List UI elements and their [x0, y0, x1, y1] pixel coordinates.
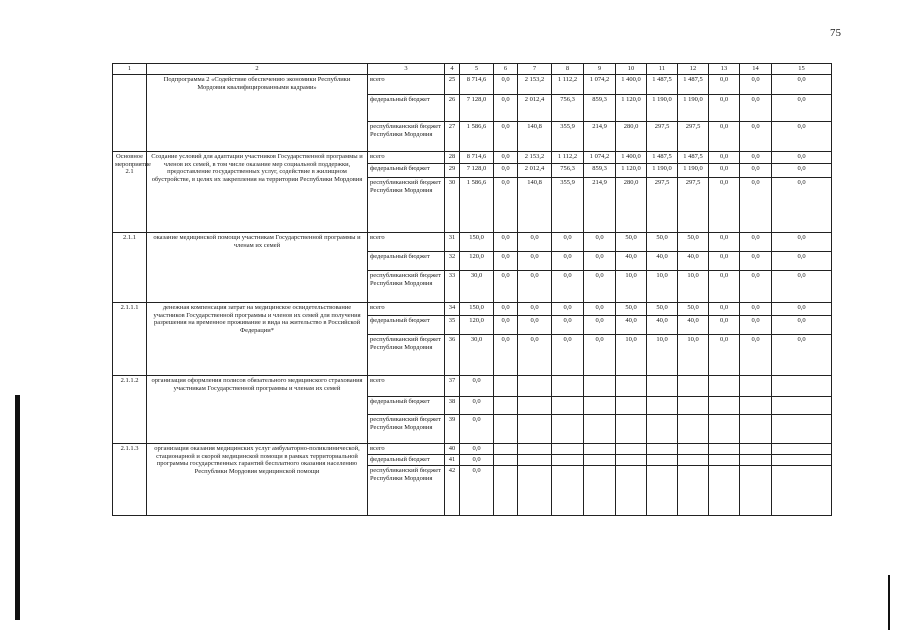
- value-cell: 0,0: [494, 177, 518, 232]
- value-cell: 0,0: [494, 270, 518, 302]
- value-cell: 1 074,2: [584, 74, 616, 94]
- value-cell: 0,0: [584, 251, 616, 270]
- value-cell: [552, 375, 584, 396]
- value-cell: 0,0: [494, 163, 518, 177]
- value-cell: 1 400,0: [616, 151, 647, 163]
- header-cell: 11: [647, 64, 678, 75]
- value-cell: 0,0: [584, 232, 616, 251]
- value-cell: [678, 414, 709, 443]
- row-number: 28: [445, 151, 460, 163]
- value-cell: [518, 375, 552, 396]
- table-row: [113, 74, 832, 94]
- funding-source: федеральный бюджет: [368, 251, 445, 270]
- value-cell: 0,0: [494, 232, 518, 251]
- value-cell: 0,0: [772, 232, 832, 251]
- value-cell: 0,0: [494, 302, 518, 315]
- value-cell: 0,0: [740, 334, 772, 375]
- value-cell: [494, 454, 518, 465]
- value-cell: [584, 414, 616, 443]
- value-cell: 859,3: [584, 94, 616, 121]
- value-cell: 50,0: [616, 232, 647, 251]
- value-cell: [552, 454, 584, 465]
- value-cell: 0,0: [518, 315, 552, 334]
- value-cell: 0,0: [518, 232, 552, 251]
- value-cell: 0,0: [709, 177, 740, 232]
- value-cell: [709, 454, 740, 465]
- row-code: 2.1.1.3: [113, 443, 147, 515]
- funding-source: федеральный бюджет: [368, 163, 445, 177]
- value-cell: 2 153,2: [518, 151, 552, 163]
- header-cell: 5: [460, 64, 494, 75]
- value-cell: [616, 414, 647, 443]
- funding-source: всего: [368, 151, 445, 163]
- value-cell: 0,0: [552, 232, 584, 251]
- value-cell: [518, 414, 552, 443]
- value-cell: 0,0: [460, 443, 494, 454]
- budget-table: [112, 63, 832, 516]
- value-cell: 297,5: [647, 177, 678, 232]
- funding-source: республиканский бюджет Республики Мордовия: [368, 270, 445, 302]
- row-number: 35: [445, 315, 460, 334]
- value-cell: [772, 396, 832, 414]
- value-cell: 8 714,6: [460, 74, 494, 94]
- value-cell: 0,0: [709, 94, 740, 121]
- header-cell: 4: [445, 64, 460, 75]
- value-cell: 2 012,4: [518, 94, 552, 121]
- value-cell: 0,0: [709, 121, 740, 151]
- value-cell: [584, 375, 616, 396]
- value-cell: 1 190,0: [647, 163, 678, 177]
- value-cell: [518, 396, 552, 414]
- value-cell: 0,0: [772, 334, 832, 375]
- value-cell: 8 714,6: [460, 151, 494, 163]
- value-cell: 150,0: [460, 302, 494, 315]
- funding-source: федеральный бюджет: [368, 396, 445, 414]
- value-cell: 50,0: [647, 302, 678, 315]
- value-cell: 1 586,6: [460, 121, 494, 151]
- value-cell: 7 128,0: [460, 163, 494, 177]
- value-cell: 0,0: [740, 302, 772, 315]
- value-cell: [740, 454, 772, 465]
- row-number: 41: [445, 454, 460, 465]
- value-cell: [584, 454, 616, 465]
- value-cell: 0,0: [740, 232, 772, 251]
- value-cell: 1 487,5: [647, 151, 678, 163]
- value-cell: 0,0: [772, 177, 832, 232]
- value-cell: 1 487,5: [647, 74, 678, 94]
- value-cell: [709, 443, 740, 454]
- value-cell: 214,9: [584, 121, 616, 151]
- value-cell: 0,0: [740, 74, 772, 94]
- value-cell: 10,0: [616, 334, 647, 375]
- value-cell: 40,0: [678, 251, 709, 270]
- value-cell: 0,0: [709, 251, 740, 270]
- value-cell: 10,0: [678, 270, 709, 302]
- value-cell: 2 012,4: [518, 163, 552, 177]
- value-cell: [678, 375, 709, 396]
- value-cell: 0,0: [740, 315, 772, 334]
- value-cell: 10,0: [616, 270, 647, 302]
- value-cell: 40,0: [616, 315, 647, 334]
- funding-source: всего: [368, 74, 445, 94]
- value-cell: 50,0: [678, 302, 709, 315]
- funding-source: всего: [368, 443, 445, 454]
- value-cell: 0,0: [772, 251, 832, 270]
- value-cell: 1 190,0: [647, 94, 678, 121]
- row-number: 32: [445, 251, 460, 270]
- header-cell: 1: [113, 64, 147, 75]
- funding-source: республиканский бюджет Республики Мордовия: [368, 465, 445, 515]
- value-cell: 0,0: [709, 163, 740, 177]
- table-row: [113, 232, 832, 251]
- row-number: 36: [445, 334, 460, 375]
- header-cell: 14: [740, 64, 772, 75]
- value-cell: [552, 443, 584, 454]
- value-cell: [772, 414, 832, 443]
- value-cell: [518, 454, 552, 465]
- value-cell: 0,0: [552, 334, 584, 375]
- value-cell: [647, 465, 678, 515]
- value-cell: 10,0: [647, 270, 678, 302]
- value-cell: 30,0: [460, 270, 494, 302]
- value-cell: 0,0: [460, 396, 494, 414]
- value-cell: 50,0: [616, 302, 647, 315]
- value-cell: 1 074,2: [584, 151, 616, 163]
- row-number: 40: [445, 443, 460, 454]
- row-code: 2.1.1.2: [113, 375, 147, 443]
- value-cell: [678, 396, 709, 414]
- value-cell: 1 112,2: [552, 151, 584, 163]
- value-cell: 1 190,0: [678, 94, 709, 121]
- value-cell: 1 190,0: [678, 163, 709, 177]
- funding-source: республиканский бюджет Республики Мордовия: [368, 177, 445, 232]
- value-cell: 1 487,5: [678, 74, 709, 94]
- value-cell: [616, 454, 647, 465]
- value-cell: 0,0: [772, 315, 832, 334]
- value-cell: [647, 414, 678, 443]
- value-cell: 355,9: [552, 177, 584, 232]
- scan-edge-mark: [15, 395, 20, 620]
- row-number: 27: [445, 121, 460, 151]
- value-cell: 120,0: [460, 251, 494, 270]
- header-row: [113, 64, 832, 75]
- value-cell: 2 153,2: [518, 74, 552, 94]
- table-row: [113, 375, 832, 396]
- value-cell: [772, 465, 832, 515]
- value-cell: 0,0: [772, 151, 832, 163]
- row-title: Создание условий для адаптации участников Государственной программы и членов их семей, в том числе оказание мер социальной поддержки, предоставление государственных услуг, содействие в жилищном обустройстве, в целях их закрепления на территории Республики Мордовия: [147, 151, 368, 232]
- value-cell: 0,0: [772, 74, 832, 94]
- value-cell: 0,0: [709, 302, 740, 315]
- value-cell: 280,0: [616, 121, 647, 151]
- value-cell: 0,0: [740, 163, 772, 177]
- row-number: 26: [445, 94, 460, 121]
- row-number: 38: [445, 396, 460, 414]
- header-cell: 9: [584, 64, 616, 75]
- value-cell: [494, 465, 518, 515]
- value-cell: 0,0: [460, 454, 494, 465]
- value-cell: 50,0: [647, 232, 678, 251]
- value-cell: [709, 375, 740, 396]
- row-title: Подпрограмма 2 «Содействие обеспечению экономики Республики Мордовия квалифицированными кадрами»: [147, 74, 368, 151]
- value-cell: 40,0: [647, 251, 678, 270]
- value-cell: 0,0: [460, 414, 494, 443]
- value-cell: 0,0: [740, 270, 772, 302]
- value-cell: 0,0: [552, 270, 584, 302]
- value-cell: [740, 375, 772, 396]
- row-title: организация оформления полисов обязательного медицинского страхования участникам Государственной программы и членам их семей: [147, 375, 368, 443]
- value-cell: 1 586,6: [460, 177, 494, 232]
- value-cell: 50,0: [678, 232, 709, 251]
- value-cell: [709, 396, 740, 414]
- table-row: [113, 151, 832, 163]
- value-cell: [552, 414, 584, 443]
- value-cell: [518, 443, 552, 454]
- value-cell: 0,0: [584, 315, 616, 334]
- value-cell: 0,0: [772, 94, 832, 121]
- value-cell: 0,0: [772, 121, 832, 151]
- header-cell: 12: [678, 64, 709, 75]
- value-cell: [740, 414, 772, 443]
- value-cell: 0,0: [584, 334, 616, 375]
- funding-source: всего: [368, 375, 445, 396]
- funding-source: республиканский бюджет Республики Мордовия: [368, 121, 445, 151]
- value-cell: [678, 443, 709, 454]
- value-cell: 120,0: [460, 315, 494, 334]
- value-cell: [709, 465, 740, 515]
- funding-source: федеральный бюджет: [368, 454, 445, 465]
- value-cell: [494, 375, 518, 396]
- row-title: денежная компенсация затрат на медицинское освидетельствование участников Государственной программы и членов их семей для получения разрешения на временное проживание и вида на жительство в Российской Федерации*: [147, 302, 368, 375]
- value-cell: 0,0: [772, 302, 832, 315]
- value-cell: 10,0: [647, 334, 678, 375]
- row-code: 2.1.1: [113, 232, 147, 302]
- value-cell: [584, 465, 616, 515]
- value-cell: 0,0: [709, 334, 740, 375]
- row-number: 30: [445, 177, 460, 232]
- value-cell: 0,0: [518, 334, 552, 375]
- value-cell: 40,0: [616, 251, 647, 270]
- value-cell: 0,0: [460, 465, 494, 515]
- value-cell: 1 120,0: [616, 163, 647, 177]
- value-cell: [772, 375, 832, 396]
- value-cell: 0,0: [552, 302, 584, 315]
- table-row: [113, 302, 832, 315]
- value-cell: 1 120,0: [616, 94, 647, 121]
- value-cell: 0,0: [518, 302, 552, 315]
- value-cell: 0,0: [494, 121, 518, 151]
- value-cell: 0,0: [709, 270, 740, 302]
- value-cell: 0,0: [518, 251, 552, 270]
- value-cell: 0,0: [740, 94, 772, 121]
- header-cell: 15: [772, 64, 832, 75]
- header-cell: 10: [616, 64, 647, 75]
- row-number: 33: [445, 270, 460, 302]
- value-cell: 0,0: [709, 151, 740, 163]
- funding-source: республиканский бюджет Республики Мордовия: [368, 414, 445, 443]
- value-cell: 0,0: [494, 74, 518, 94]
- value-cell: 140,8: [518, 177, 552, 232]
- row-number: 34: [445, 302, 460, 315]
- value-cell: [494, 443, 518, 454]
- value-cell: 0,0: [772, 163, 832, 177]
- value-cell: 280,0: [616, 177, 647, 232]
- funding-source: республиканский бюджет Республики Мордовия: [368, 334, 445, 375]
- funding-source: всего: [368, 232, 445, 251]
- value-cell: 355,9: [552, 121, 584, 151]
- header-cell: 7: [518, 64, 552, 75]
- page-number: 75: [830, 27, 841, 39]
- header-cell: 8: [552, 64, 584, 75]
- value-cell: 40,0: [678, 315, 709, 334]
- value-cell: 0,0: [494, 251, 518, 270]
- value-cell: [494, 396, 518, 414]
- value-cell: 150,0: [460, 232, 494, 251]
- table-row: [113, 443, 832, 454]
- value-cell: 756,3: [552, 94, 584, 121]
- row-number: 39: [445, 414, 460, 443]
- value-cell: 297,5: [678, 121, 709, 151]
- value-cell: 0,0: [740, 177, 772, 232]
- scan-edge-mark-right: [888, 575, 890, 630]
- value-cell: [678, 454, 709, 465]
- value-cell: 0,0: [460, 375, 494, 396]
- value-cell: 0,0: [709, 232, 740, 251]
- value-cell: 0,0: [584, 270, 616, 302]
- row-number: 31: [445, 232, 460, 251]
- header-cell: 2: [147, 64, 368, 75]
- value-cell: [584, 396, 616, 414]
- value-cell: 10,0: [678, 334, 709, 375]
- value-cell: 0,0: [552, 251, 584, 270]
- row-number: 42: [445, 465, 460, 515]
- value-cell: [518, 465, 552, 515]
- row-number: 25: [445, 74, 460, 94]
- value-cell: [584, 443, 616, 454]
- funding-source: всего: [368, 302, 445, 315]
- value-cell: [552, 396, 584, 414]
- value-cell: 297,5: [678, 177, 709, 232]
- value-cell: [494, 414, 518, 443]
- value-cell: 0,0: [740, 151, 772, 163]
- value-cell: 30,0: [460, 334, 494, 375]
- value-cell: 0,0: [740, 251, 772, 270]
- value-cell: 1 487,5: [678, 151, 709, 163]
- row-number: 29: [445, 163, 460, 177]
- value-cell: 140,8: [518, 121, 552, 151]
- value-cell: 1 400,0: [616, 74, 647, 94]
- value-cell: 0,0: [709, 74, 740, 94]
- value-cell: 0,0: [709, 315, 740, 334]
- row-number: 37: [445, 375, 460, 396]
- value-cell: [616, 396, 647, 414]
- value-cell: [616, 443, 647, 454]
- value-cell: 0,0: [494, 94, 518, 121]
- value-cell: 859,3: [584, 163, 616, 177]
- value-cell: 0,0: [740, 121, 772, 151]
- row-code: [113, 74, 147, 151]
- value-cell: [740, 443, 772, 454]
- value-cell: 214,9: [584, 177, 616, 232]
- value-cell: [740, 465, 772, 515]
- value-cell: [740, 396, 772, 414]
- value-cell: [552, 465, 584, 515]
- value-cell: [678, 465, 709, 515]
- header-cell: 13: [709, 64, 740, 75]
- funding-source: федеральный бюджет: [368, 94, 445, 121]
- value-cell: 0,0: [494, 334, 518, 375]
- row-title: оказание медицинской помощи участникам Государственной программы и членам их семей: [147, 232, 368, 302]
- row-code: Основное мероприятие 2.1: [113, 151, 147, 232]
- value-cell: [709, 414, 740, 443]
- value-cell: [647, 454, 678, 465]
- value-cell: [616, 465, 647, 515]
- value-cell: 0,0: [518, 270, 552, 302]
- row-title: организация оказания медицинских услуг амбулаторно-поликлинической, стационарной и скорой медицинской помощи в рамках территориальной программы государственных гарантий бесплатного оказания населению Республики Мордовия медицинской помощи: [147, 443, 368, 515]
- value-cell: [772, 443, 832, 454]
- value-cell: 0,0: [494, 315, 518, 334]
- value-cell: [616, 375, 647, 396]
- header-cell: 6: [494, 64, 518, 75]
- funding-source: федеральный бюджет: [368, 315, 445, 334]
- value-cell: 0,0: [772, 270, 832, 302]
- value-cell: 0,0: [494, 151, 518, 163]
- value-cell: 0,0: [552, 315, 584, 334]
- value-cell: [647, 396, 678, 414]
- value-cell: 297,5: [647, 121, 678, 151]
- value-cell: 1 112,2: [552, 74, 584, 94]
- value-cell: 40,0: [647, 315, 678, 334]
- value-cell: 756,3: [552, 163, 584, 177]
- value-cell: [647, 375, 678, 396]
- value-cell: [772, 454, 832, 465]
- row-code: 2.1.1.1: [113, 302, 147, 375]
- value-cell: [647, 443, 678, 454]
- header-cell: 3: [368, 64, 445, 75]
- value-cell: 7 128,0: [460, 94, 494, 121]
- value-cell: 0,0: [584, 302, 616, 315]
